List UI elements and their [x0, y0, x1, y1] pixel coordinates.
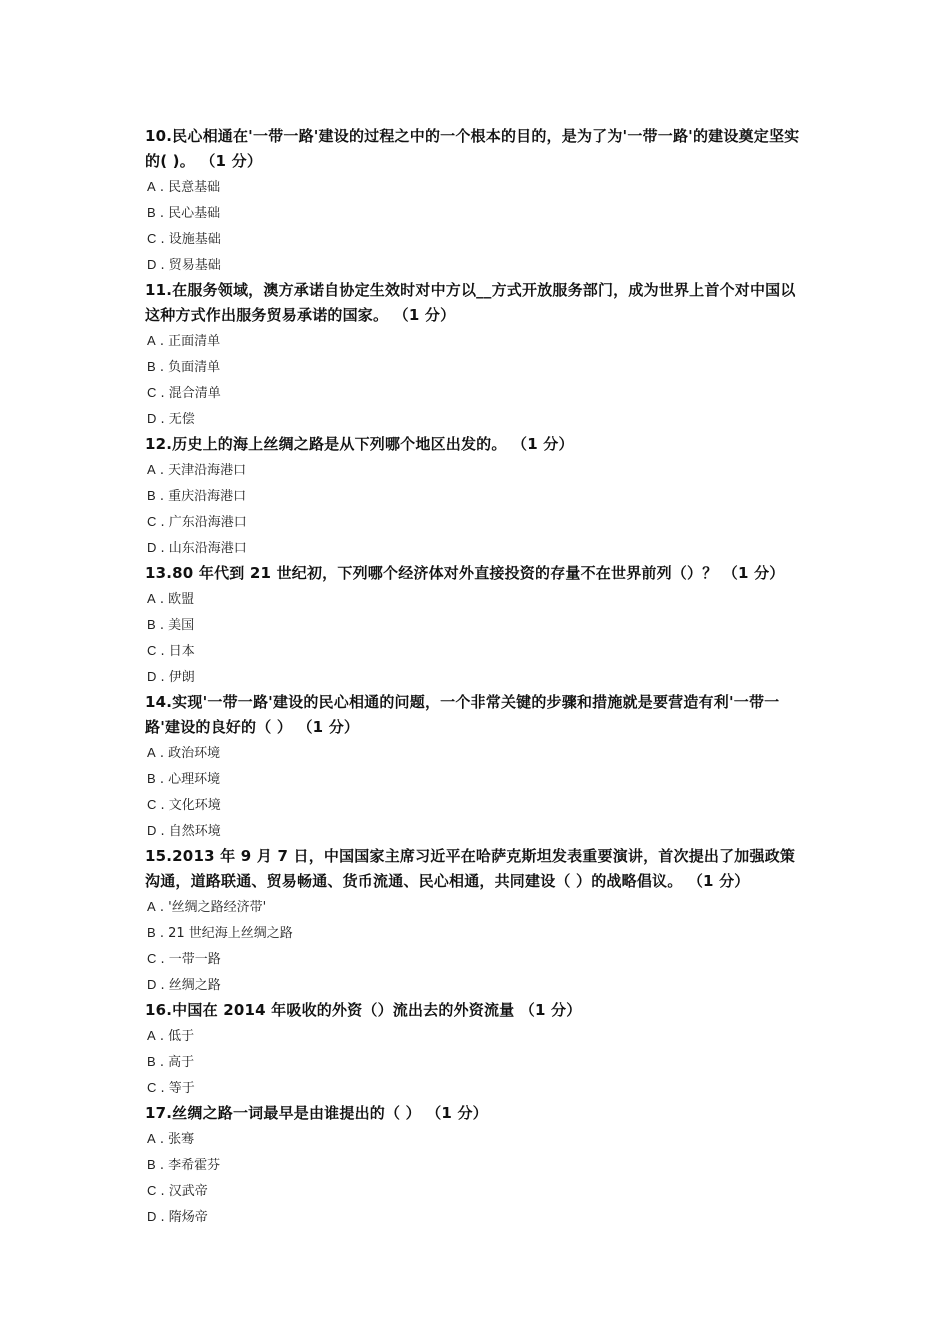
option-letter: C — [147, 643, 157, 658]
question-15 — [145, 844, 810, 998]
option-letter: D — [147, 540, 157, 555]
option-text: . 正面清单 — [159, 334, 221, 349]
option-letter: B — [147, 771, 156, 786]
option-letter: C — [147, 1080, 157, 1095]
option-b — [145, 200, 810, 226]
option-letter: A — [147, 333, 156, 348]
option-text: . 李希霍芬 — [159, 1158, 221, 1173]
option-letter: D — [147, 1209, 157, 1224]
question-10 — [145, 124, 810, 278]
option-text: . 山东沿海港口 — [160, 541, 247, 556]
option-text: . 隋炀帝 — [160, 1210, 208, 1225]
option-a — [145, 1023, 810, 1049]
question-text: 15.2013 年 9 月 7 日，中国国家主席习近平在哈萨克斯坦发表重要演讲，首次提出了加强政策沟通，道路联通、贸易畅通、货币流通、民心相通，共同建设（ ）的战略倡议。 （1 分） — [145, 847, 796, 890]
option-d — [145, 535, 810, 561]
option-letter: C — [147, 385, 157, 400]
option-text: . 天津沿海港口 — [159, 463, 247, 478]
option-letter: D — [147, 823, 157, 838]
option-d — [145, 972, 810, 998]
question-text: 13.80 年代到 21 世纪初，下列哪个经济体对外直接投资的存量不在世界前列（）？ （1 分） — [145, 564, 785, 582]
option-text: . 欧盟 — [159, 592, 195, 607]
option-letter: D — [147, 669, 157, 684]
option-text: . 一带一路 — [160, 952, 221, 967]
option-letter: C — [147, 231, 157, 246]
option-letter: B — [147, 359, 156, 374]
question-13 — [145, 561, 810, 690]
question-text: 11.在服务领域，澳方承诺自协定生效时对中方以__方式开放服务部门，成为世界上首个对中国以这种方式作出服务贸易承诺的国家。 （1 分） — [145, 281, 796, 324]
option-text: . 自然环境 — [160, 824, 221, 839]
question-17 — [145, 1101, 810, 1230]
option-letter: A — [147, 1028, 156, 1043]
option-text: . 低于 — [159, 1029, 195, 1044]
option-text: . 日本 — [160, 644, 195, 659]
option-c — [145, 509, 810, 535]
option-b — [145, 1049, 810, 1075]
option-text: . 伊朗 — [160, 670, 195, 685]
option-c — [145, 380, 810, 406]
option-letter: B — [147, 925, 156, 940]
option-b — [145, 354, 810, 380]
option-letter: B — [147, 617, 156, 632]
option-text: . 无偿 — [160, 412, 195, 427]
question-11 — [145, 278, 810, 432]
option-d — [145, 252, 810, 278]
option-c — [145, 1178, 810, 1204]
option-text: . 21 世纪海上丝绸之路 — [159, 926, 293, 941]
question-14 — [145, 690, 810, 844]
option-letter: B — [147, 205, 156, 220]
option-text: . 负面清单 — [159, 360, 221, 375]
option-a — [145, 457, 810, 483]
option-d — [145, 406, 810, 432]
option-c — [145, 946, 810, 972]
option-text: . 心理环境 — [159, 772, 221, 787]
option-letter: A — [147, 899, 156, 914]
option-text: . 汉武帝 — [160, 1184, 208, 1199]
option-text: . 高于 — [159, 1055, 195, 1070]
option-letter: C — [147, 514, 157, 529]
question-text: 16.中国在 2014 年吸收的外资（）流出去的外资流量 （1 分） — [145, 1001, 582, 1019]
option-a — [145, 586, 810, 612]
question-text: 17.丝绸之路一词最早是由谁提出的（ ） （1 分） — [145, 1104, 488, 1122]
question-text: 12.历史上的海上丝绸之路是从下列哪个地区出发的。 （1 分） — [145, 435, 574, 453]
option-a — [145, 328, 810, 354]
option-text: . 贸易基础 — [160, 258, 221, 273]
question-text: 14.实现'一带一路'建设的民心相通的问题，一个非常关键的步骤和措施就是要营造有利'一带一路'建设的良好的（ ） （1 分） — [145, 693, 780, 736]
option-c — [145, 1075, 810, 1101]
option-letter: C — [147, 951, 157, 966]
option-letter: A — [147, 591, 156, 606]
option-a — [145, 1126, 810, 1152]
option-text: . 政治环境 — [159, 746, 221, 761]
option-a — [145, 894, 810, 920]
option-letter: B — [147, 488, 156, 503]
option-b — [145, 612, 810, 638]
option-text: . 张骞 — [159, 1132, 195, 1147]
option-letter: C — [147, 797, 157, 812]
option-letter: D — [147, 411, 157, 426]
option-letter: C — [147, 1183, 157, 1198]
option-text: . 广东沿海港口 — [160, 515, 247, 530]
option-letter: B — [147, 1054, 156, 1069]
option-text: . 美国 — [159, 618, 195, 633]
option-text: . 混合清单 — [160, 386, 221, 401]
option-c — [145, 792, 810, 818]
question-16 — [145, 998, 810, 1101]
option-text: . 重庆沿海港口 — [159, 489, 247, 504]
option-c — [145, 638, 810, 664]
option-letter: D — [147, 257, 157, 272]
option-text: . 等于 — [160, 1081, 195, 1096]
option-text: . 丝绸之路 — [160, 978, 221, 993]
option-text: . 民意基础 — [159, 180, 221, 195]
option-d — [145, 664, 810, 690]
option-text: . '丝绸之路经济带' — [159, 900, 267, 915]
question-list — [145, 124, 810, 1230]
option-letter: D — [147, 977, 157, 992]
option-d — [145, 818, 810, 844]
option-a — [145, 174, 810, 200]
option-a — [145, 740, 810, 766]
option-text: . 民心基础 — [159, 206, 221, 221]
option-text: . 设施基础 — [160, 232, 221, 247]
option-c — [145, 226, 810, 252]
option-letter: B — [147, 1157, 156, 1172]
option-letter: A — [147, 1131, 156, 1146]
option-letter: A — [147, 179, 156, 194]
option-d — [145, 1204, 810, 1230]
option-b — [145, 766, 810, 792]
option-b — [145, 483, 810, 509]
option-b — [145, 1152, 810, 1178]
option-letter: A — [147, 462, 156, 477]
option-letter: A — [147, 745, 156, 760]
option-b — [145, 920, 810, 946]
question-12 — [145, 432, 810, 561]
option-text: . 文化环境 — [160, 798, 221, 813]
question-text: 10.民心相通在'一带一路'建设的过程之中的一个根本的目的，是为了为'一带一路'的建设奠定坚实的( )。 （1 分） — [145, 127, 800, 170]
